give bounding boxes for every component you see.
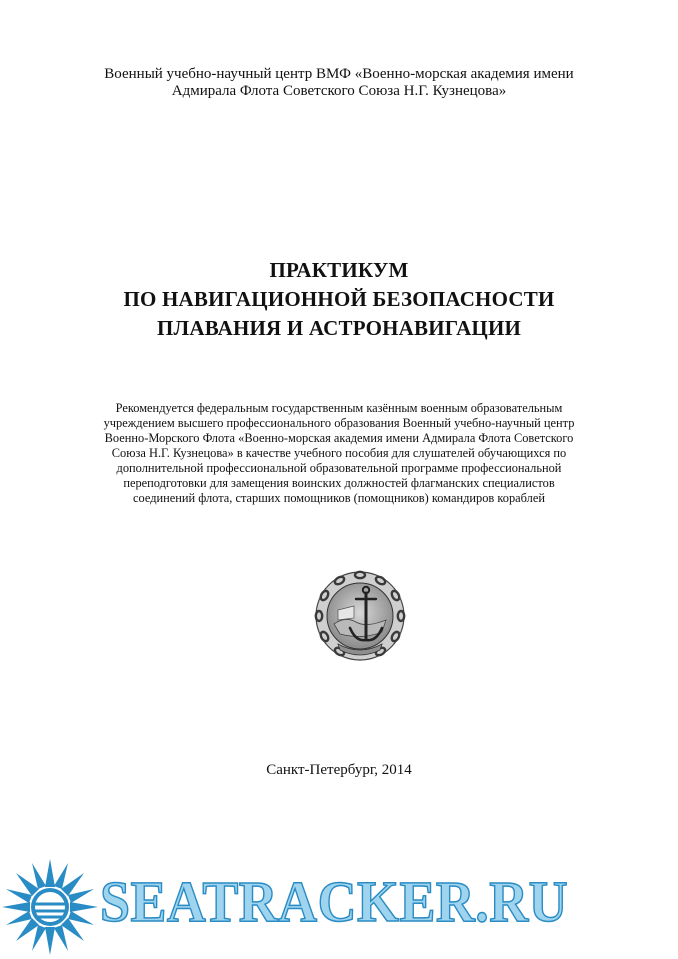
recommendation-line: соединений флота, старших помощников (помощников) командиров кораблей [133,491,545,505]
recommendation-line: учреждением высшего профессионального образования Военный учебно-научный центр [103,416,575,430]
watermark-text: SEATRACKER.RU [100,869,569,934]
title-line-3: ПЛАВАНИЯ И АСТРОНАВИГАЦИИ [156,316,522,340]
city-year: Санкт-Петербург, 2014 [266,762,412,778]
naval-academy-emblem-icon [310,566,410,666]
title-line-1: ПРАКТИКУМ [269,258,409,282]
recommendation-line: Военно-Морского Флота «Военно-морская академия имени Адмирала Флота Советского [104,431,574,445]
institution-line-1: Военный учебно-научный центр ВМФ «Военно-морская академия имени [104,66,574,82]
title-line-2: ПО НАВИГАЦИОННОЙ БЕЗОПАСНОСТИ [123,287,555,311]
recommendation-line: дополнительной профессиональной образовательной программе профессиональной [116,461,562,475]
recommendation-line: Союза Н.Г. Кузнецова» в качестве учебного пособия для слушателей обучающихся по [111,446,567,460]
recommendation-line: Рекомендуется федеральным государственным казённым военным образовательным [115,401,563,415]
institution-line-2: Адмирала Флота Советского Союза Н.Г. Кузнецова» [171,83,507,99]
institution-header [0,66,678,100]
document-title [0,256,678,343]
recommendation-line: переподготовки для замещения воинских должностей флагманских специалистов [123,476,555,490]
recommendation-text [0,401,678,506]
